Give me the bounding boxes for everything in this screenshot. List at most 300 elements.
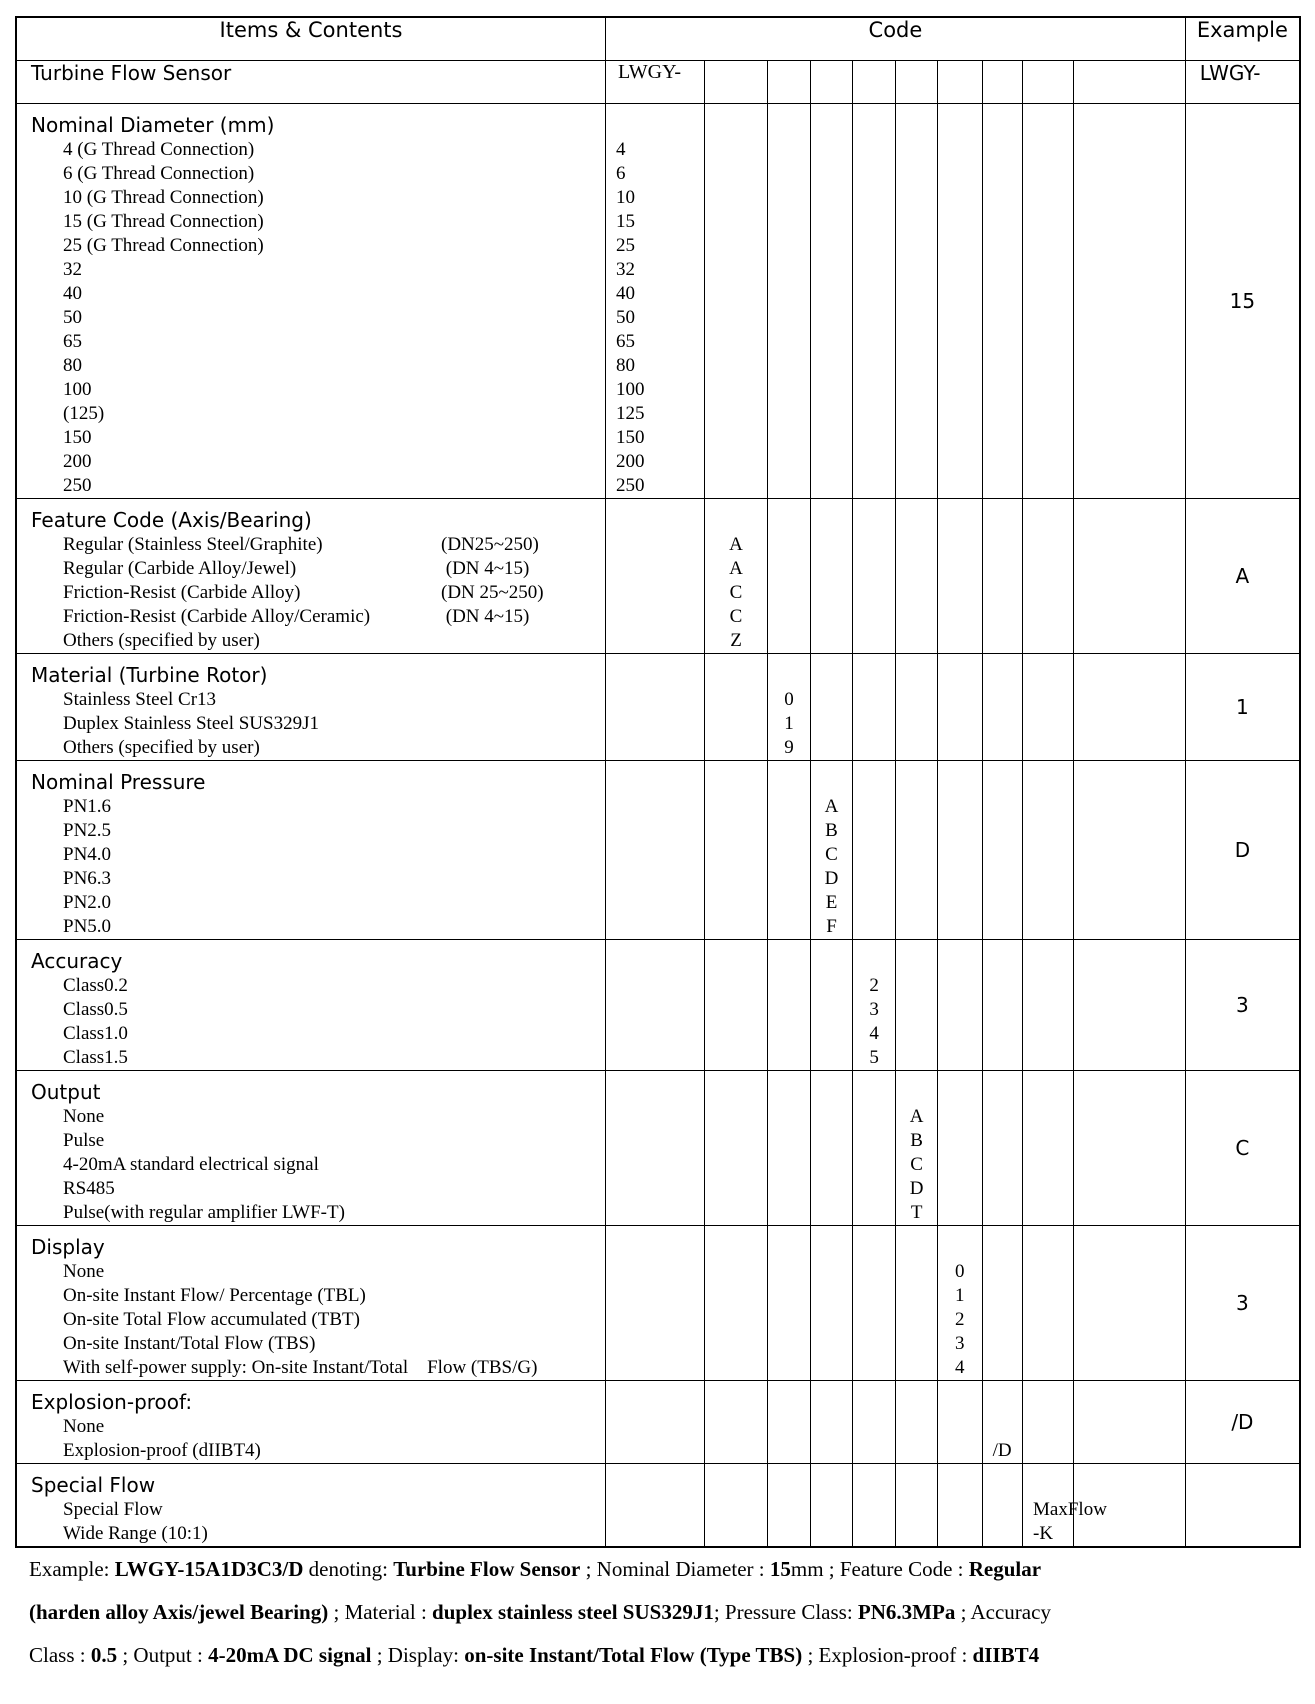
option-text: Stainless Steel Cr13	[63, 689, 217, 710]
empty-cell	[705, 61, 767, 104]
option-text: 40	[63, 283, 82, 304]
option-label	[31, 688, 605, 712]
option-text: Friction-Resist (Carbide Alloy/Ceramic)	[63, 606, 371, 627]
empty-cell	[896, 940, 937, 1071]
note-text: ; Accuracy	[955, 1600, 1051, 1624]
empty-cell	[896, 499, 937, 654]
option-text: Class0.5	[63, 999, 128, 1020]
code-value: 250	[616, 475, 645, 496]
note-text: ; Pressure Class:	[713, 1600, 858, 1624]
empty-cell	[982, 104, 1022, 499]
section-row	[16, 1226, 1300, 1381]
empty-cell	[606, 654, 705, 761]
option-text: 50	[63, 307, 82, 328]
empty-cell	[852, 1071, 896, 1226]
section-title: Nominal Pressure	[31, 770, 206, 794]
empty-cell	[852, 104, 896, 499]
note-bold-text: 4-20mA DC signal	[208, 1643, 372, 1667]
code-value: 200	[616, 451, 645, 472]
note-text: mm ; Feature Code :	[790, 1557, 969, 1581]
option-label	[31, 605, 605, 629]
code-empty-cell	[1074, 1381, 1185, 1464]
option-text: 250	[63, 475, 92, 496]
section-title: Feature Code (Axis/Bearing)	[31, 508, 312, 532]
empty-cell	[1074, 61, 1185, 104]
empty-cell	[811, 654, 852, 761]
note-text: ; Output :	[117, 1643, 209, 1667]
code-value: 50	[616, 307, 636, 328]
option-text: PN6.3	[63, 868, 112, 889]
option-label	[31, 1105, 605, 1129]
code-values	[982, 1381, 1022, 1464]
option-label	[31, 1201, 605, 1225]
example-value	[1185, 1464, 1300, 1548]
option-label	[31, 1332, 605, 1356]
option-text: Special Flow	[63, 1499, 163, 1520]
code-empty-cell	[1074, 104, 1185, 499]
option-label	[31, 998, 605, 1022]
option-label	[31, 915, 605, 939]
section-row	[16, 499, 1300, 654]
option-text: Pulse(with regular amplifier LWF-T)	[63, 1202, 345, 1223]
empty-cell	[705, 1226, 767, 1381]
code-value: 4	[955, 1357, 965, 1378]
code-value: 32	[616, 259, 636, 280]
note-bold-text: duplex stainless steel SUS329J1	[432, 1600, 714, 1624]
code-value: 4	[869, 1023, 879, 1044]
empty-cell	[937, 654, 982, 761]
option-text: None	[63, 1261, 105, 1282]
option-label	[31, 557, 605, 581]
example-value: C	[1185, 1071, 1300, 1226]
option-label	[31, 402, 605, 426]
code-value: 15	[616, 211, 636, 232]
empty-cell	[606, 1381, 705, 1464]
option-text: Others (specified by user)	[63, 737, 260, 758]
code-empty-cell	[1074, 761, 1185, 940]
empty-cell	[1023, 1071, 1074, 1226]
option-text: Friction-Resist (Carbide Alloy)	[63, 582, 301, 603]
section-row	[16, 940, 1300, 1071]
empty-cell	[852, 654, 896, 761]
section-title: Explosion-proof:	[31, 1390, 193, 1414]
code-value: A	[909, 1106, 924, 1127]
option-text: 100	[63, 379, 92, 400]
option-text: 4 (G Thread Connection)	[63, 139, 255, 160]
option-text: Explosion-proof (dIIBT4)	[63, 1440, 261, 1461]
option-text: PN2.5	[63, 820, 112, 841]
code-value: 3	[869, 999, 879, 1020]
empty-cell	[896, 61, 937, 104]
option-text: On-site Total Flow accumulated (TBT)	[63, 1309, 360, 1330]
section-items	[16, 104, 606, 499]
section-items	[16, 1226, 606, 1381]
empty-cell	[896, 104, 937, 499]
empty-cell	[767, 1381, 811, 1464]
empty-cell	[982, 761, 1022, 940]
code-values	[1023, 1464, 1107, 1548]
code-value: 25	[616, 235, 636, 256]
section-row	[16, 104, 1300, 499]
empty-cell	[982, 654, 1022, 761]
note-bold-text: 0.5	[90, 1643, 118, 1667]
option-text: Class0.2	[63, 975, 128, 996]
empty-cell	[937, 104, 982, 499]
option-text: 65	[63, 331, 82, 352]
empty-cell	[982, 940, 1022, 1071]
header-items-contents: Items & Contents	[16, 17, 606, 61]
section-items	[16, 1071, 606, 1226]
option-label	[31, 330, 605, 354]
code-value: 9	[784, 737, 794, 758]
empty-cell	[982, 1071, 1022, 1226]
option-label	[31, 974, 605, 998]
code-value: Z	[730, 630, 742, 651]
section-title: Nominal Diameter (mm)	[31, 113, 275, 137]
empty-cell	[1023, 654, 1074, 761]
code-empty-cell	[1074, 940, 1185, 1071]
code-value: /D	[992, 1440, 1012, 1461]
empty-cell	[896, 761, 937, 940]
empty-cell	[606, 1226, 705, 1381]
option-label	[31, 1022, 605, 1046]
note-text: denoting:	[303, 1557, 394, 1581]
option-label	[31, 210, 605, 234]
section-row	[16, 654, 1300, 761]
empty-cell	[852, 1381, 896, 1464]
option-label	[31, 186, 605, 210]
empty-cell	[1023, 1381, 1074, 1464]
empty-cell	[1023, 1226, 1074, 1381]
example-value: 3	[1185, 1226, 1300, 1381]
code-empty-cell	[1074, 1071, 1185, 1226]
code-value: E	[825, 892, 838, 913]
code-value: 100	[616, 379, 645, 400]
code-value: 0	[955, 1261, 965, 1282]
section-title: Material (Turbine Rotor)	[31, 663, 268, 687]
code-value: D	[824, 868, 839, 889]
empty-cell	[937, 1464, 982, 1548]
option-label	[31, 258, 605, 282]
option-label	[31, 354, 605, 378]
option-label	[31, 891, 605, 915]
option-text: Regular (Stainless Steel/Graphite)	[63, 534, 323, 555]
section-row	[16, 761, 1300, 940]
option-text: Others (specified by user)	[63, 630, 260, 651]
sensor-row	[16, 61, 1300, 104]
code-empty-cell	[1074, 499, 1185, 654]
option-text: PN2.0	[63, 892, 112, 913]
option-label	[31, 1153, 605, 1177]
example-value: 1	[1185, 654, 1300, 761]
note-bold-text: on-site Instant/Total Flow (Type TBS)	[464, 1643, 803, 1667]
section-items	[16, 940, 606, 1071]
code-value: -K	[1033, 1523, 1054, 1544]
note-text: ; Display:	[371, 1643, 465, 1667]
note-bold-text: LWGY-15A1D3C3/D	[114, 1557, 304, 1581]
code-values	[937, 1226, 982, 1381]
sensor-code: LWGY-	[606, 61, 705, 104]
code-value: 1	[784, 713, 794, 734]
empty-cell	[767, 499, 811, 654]
note-bold-text: (harden alloy Axis/jewel Bearing)	[29, 1600, 329, 1624]
empty-cell	[811, 1226, 852, 1381]
option-label	[31, 138, 605, 162]
code-value: 1	[955, 1285, 965, 1306]
option-label	[31, 1498, 605, 1522]
sensor-example: LWGY-	[1185, 61, 1300, 104]
option-label	[31, 736, 605, 760]
option-dn-range: (DN 25~250)	[441, 582, 544, 603]
option-dn-range: (DN 4~15)	[441, 606, 530, 627]
code-value: 4	[616, 139, 626, 160]
option-text: 80	[63, 355, 82, 376]
option-label	[31, 1129, 605, 1153]
option-dn-range: (DN 4~15)	[441, 558, 530, 579]
option-label	[31, 1415, 605, 1439]
code-values	[811, 761, 852, 940]
empty-cell	[852, 1464, 896, 1548]
option-text: On-site Instant Flow/ Percentage (TBL)	[63, 1285, 366, 1306]
note-text: Class :	[29, 1643, 91, 1667]
option-text: Class1.0	[63, 1023, 128, 1044]
option-text: 25 (G Thread Connection)	[63, 235, 264, 256]
empty-cell	[896, 1381, 937, 1464]
empty-cell	[1023, 761, 1074, 940]
code-value: MaxFlow	[1033, 1499, 1107, 1520]
option-text: 4-20mA standard electrical signal	[63, 1154, 319, 1175]
code-value: B	[825, 820, 838, 841]
empty-cell	[767, 1226, 811, 1381]
option-text: Pulse	[63, 1130, 105, 1151]
section-row	[16, 1464, 1300, 1548]
section-row	[16, 1381, 1300, 1464]
code-value	[993, 1415, 1022, 1439]
option-text: None	[63, 1106, 105, 1127]
section-title: Accuracy	[31, 949, 123, 973]
option-text: Class1.5	[63, 1047, 128, 1068]
note-text: Example:	[29, 1557, 115, 1581]
option-text: 10 (G Thread Connection)	[63, 187, 264, 208]
section-title: Display	[31, 1235, 105, 1259]
empty-cell	[767, 761, 811, 940]
option-label	[31, 819, 605, 843]
code-value: 150	[616, 427, 645, 448]
header-example: Example	[1185, 17, 1300, 61]
empty-cell	[606, 761, 705, 940]
code-value: A	[729, 534, 743, 555]
section-title: Special Flow	[31, 1473, 156, 1497]
option-text: 6 (G Thread Connection)	[63, 163, 255, 184]
empty-cell	[896, 654, 937, 761]
empty-cell	[705, 1071, 767, 1226]
code-values	[896, 1071, 937, 1226]
empty-cell	[1023, 940, 1074, 1071]
header-code: Code	[606, 17, 1186, 61]
empty-cell	[606, 940, 705, 1071]
empty-cell	[982, 1226, 1022, 1381]
note-text: ; Nominal Diameter :	[580, 1557, 770, 1581]
example-value: 15	[1185, 104, 1300, 499]
empty-cell	[767, 1071, 811, 1226]
code-value: 6	[616, 163, 626, 184]
option-text: (125)	[63, 403, 105, 424]
empty-cell	[1023, 104, 1074, 499]
table-header-row	[16, 17, 1300, 61]
note-bold-text: PN6.3MPa	[857, 1600, 956, 1624]
empty-cell	[606, 499, 705, 654]
example-value: /D	[1185, 1381, 1300, 1464]
option-text: 200	[63, 451, 92, 472]
option-text: PN5.0	[63, 916, 112, 937]
option-label	[31, 1284, 605, 1308]
empty-cell	[852, 499, 896, 654]
section-row	[16, 1071, 1300, 1226]
option-label	[31, 378, 605, 402]
empty-cell	[705, 940, 767, 1071]
empty-cell	[767, 61, 811, 104]
code-values	[852, 940, 896, 1071]
option-text: 15 (G Thread Connection)	[63, 211, 264, 232]
code-value: 40	[616, 283, 636, 304]
section-items	[16, 654, 606, 761]
option-label	[31, 629, 605, 653]
option-text: RS485	[63, 1178, 115, 1199]
option-label	[31, 1439, 605, 1463]
empty-cell	[606, 1071, 705, 1226]
code-values	[705, 499, 767, 654]
code-value: F	[826, 916, 837, 937]
code-value: 65	[616, 331, 636, 352]
example-value: A	[1185, 499, 1300, 654]
section-title: Output	[31, 1080, 101, 1104]
empty-cell	[811, 940, 852, 1071]
section-items	[16, 761, 606, 940]
option-text: PN4.0	[63, 844, 112, 865]
option-label	[31, 1356, 605, 1380]
empty-cell	[896, 1226, 937, 1381]
code-value: A	[824, 796, 839, 817]
code-value: D	[909, 1178, 924, 1199]
code-value: C	[729, 606, 743, 627]
option-text: On-site Instant/Total Flow (TBS)	[63, 1333, 316, 1354]
empty-cell	[982, 61, 1022, 104]
empty-cell	[811, 1464, 852, 1548]
option-text: With self-power supply: On-site Instant/Total Flow (TBS/G)	[63, 1357, 538, 1378]
option-label	[31, 867, 605, 891]
code-value: 125	[616, 403, 645, 424]
empty-cell	[811, 61, 852, 104]
note-line	[29, 1591, 1289, 1634]
example-value: D	[1185, 761, 1300, 940]
empty-cell	[1023, 61, 1074, 104]
empty-cell	[937, 1381, 982, 1464]
empty-cell	[937, 499, 982, 654]
option-text: 32	[63, 259, 82, 280]
empty-cell	[1023, 499, 1074, 654]
note-bold-text: Regular	[968, 1557, 1042, 1581]
option-text: Wide Range (10:1)	[63, 1523, 208, 1544]
empty-cell	[937, 940, 982, 1071]
example-value: 3	[1185, 940, 1300, 1071]
option-text: PN1.6	[63, 796, 112, 817]
option-label	[31, 533, 605, 557]
option-label	[31, 426, 605, 450]
code-value: T	[910, 1202, 923, 1223]
section-items	[16, 499, 606, 654]
option-label	[31, 450, 605, 474]
code-value: 2	[955, 1309, 965, 1330]
option-label	[31, 474, 605, 498]
option-label	[31, 1308, 605, 1332]
model-code-table	[15, 16, 1301, 1548]
note-bold-text: 15	[769, 1557, 791, 1581]
option-label	[31, 306, 605, 330]
option-text: 150	[63, 427, 92, 448]
empty-cell	[606, 1464, 705, 1548]
option-label	[31, 162, 605, 186]
note-line	[29, 1548, 1289, 1591]
empty-cell	[705, 654, 767, 761]
code-value: A	[729, 558, 743, 579]
option-label	[31, 843, 605, 867]
empty-cell	[811, 1071, 852, 1226]
option-label	[31, 1260, 605, 1284]
empty-cell	[705, 1464, 767, 1548]
option-label	[31, 234, 605, 258]
note-text: ; Material :	[328, 1600, 433, 1624]
empty-cell	[937, 61, 982, 104]
code-value: 2	[869, 975, 879, 996]
code-value: 10	[616, 187, 636, 208]
empty-cell	[811, 104, 852, 499]
code-empty-cell	[1074, 1226, 1185, 1381]
empty-cell	[811, 499, 852, 654]
empty-cell	[852, 761, 896, 940]
empty-cell	[982, 499, 1022, 654]
example-note	[15, 1548, 1301, 1677]
code-empty-cell	[1074, 654, 1185, 761]
option-label	[31, 1177, 605, 1201]
option-label	[31, 795, 605, 819]
code-value: 5	[869, 1047, 879, 1068]
code-values	[606, 104, 705, 499]
note-bold-text: Turbine Flow Sensor	[393, 1557, 581, 1581]
code-value: C	[825, 844, 838, 865]
code-values	[767, 654, 811, 761]
empty-cell	[767, 940, 811, 1071]
option-label	[31, 1522, 605, 1546]
section-items	[16, 1381, 606, 1464]
option-dn-range: (DN25~250)	[441, 534, 539, 555]
empty-cell	[937, 1071, 982, 1226]
section-items	[16, 1464, 606, 1548]
code-value: 3	[955, 1333, 965, 1354]
sensor-name: Turbine Flow Sensor	[16, 61, 606, 104]
option-text: Duplex Stainless Steel SUS329J1	[63, 713, 319, 734]
note-line	[29, 1634, 1289, 1677]
option-label	[31, 282, 605, 306]
empty-cell	[705, 1381, 767, 1464]
option-label	[31, 581, 605, 605]
empty-cell	[705, 104, 767, 499]
note-bold-text: dIIBT4	[972, 1643, 1040, 1667]
code-value: 0	[784, 689, 794, 710]
code-value: B	[910, 1130, 923, 1151]
empty-cell	[852, 1226, 896, 1381]
option-label	[31, 712, 605, 736]
empty-cell	[852, 61, 896, 104]
